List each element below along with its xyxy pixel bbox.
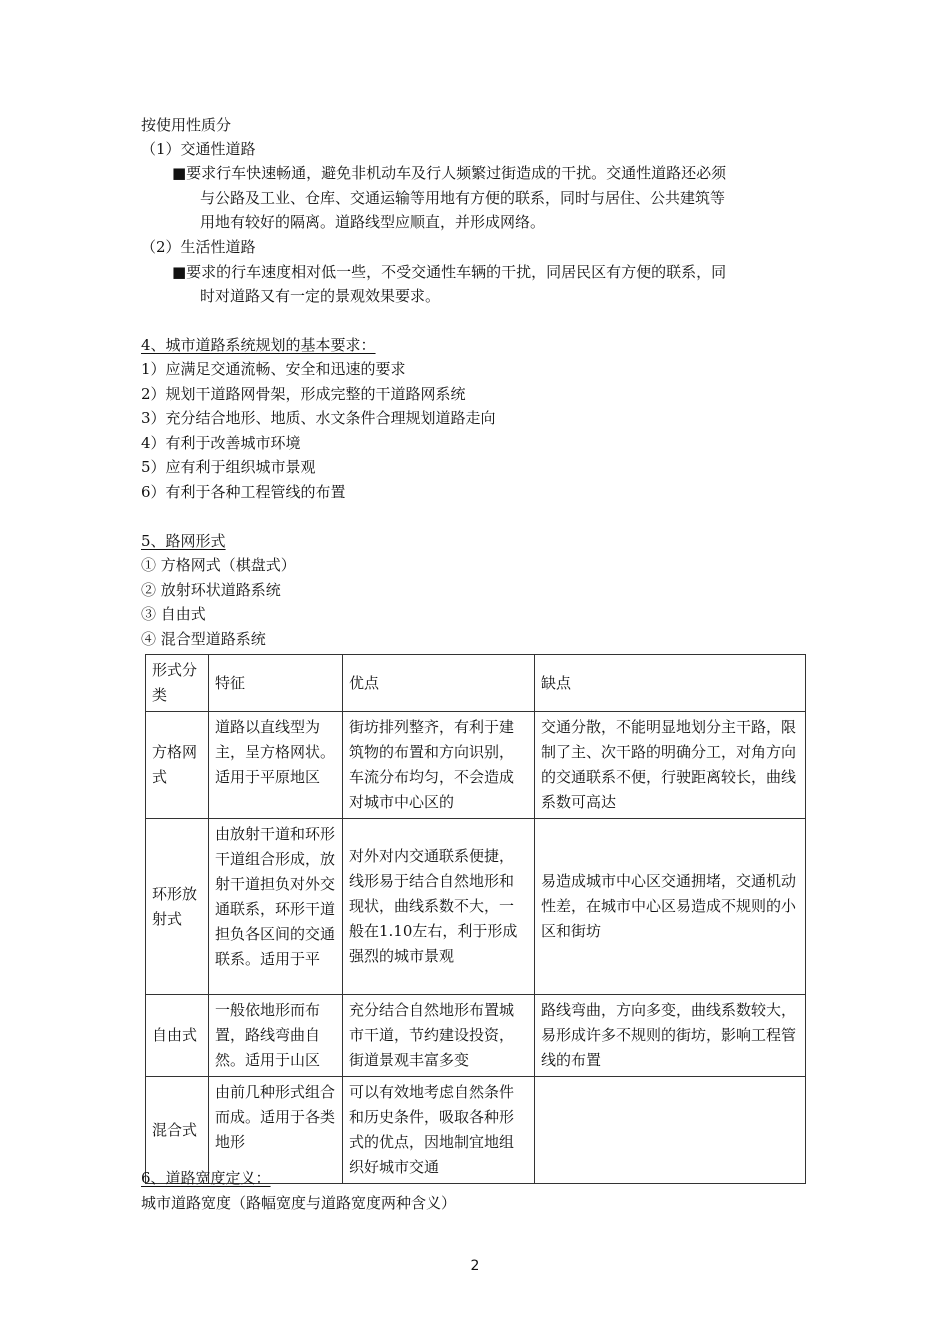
header-cell: 优点 <box>343 655 535 712</box>
pros-cell: 可以有效地考虑自然条件和历史条件，吸取各种形式的优点，因地制宜地组织好城市交通 <box>343 1077 535 1184</box>
list-item: 6）有利于各种工程管线的布置 <box>141 483 346 501</box>
list-item: 2）规划干道路网骨架，形成完整的干道路网系统 <box>141 385 466 403</box>
cons-cell: 路线弯曲，方向多变，曲线系数较大，易形成许多不规则的街坊，影响工程管线的布置 <box>535 995 806 1077</box>
bullet-text: ■要求行车快速畅通，避免非机动车及行人频繁过街造成的干扰。交通性道路还必须 <box>172 164 727 182</box>
road-network-table <box>145 654 806 1184</box>
list-item: 5）应有利于组织城市景观 <box>141 458 316 476</box>
type-cell: 混合式 <box>146 1077 209 1184</box>
feature-cell: 由前几种形式组合而成。适用于各类地形 <box>209 1077 343 1184</box>
list-item: 4）有利于改善城市环境 <box>141 434 301 452</box>
feature-cell: 一般依地形而布置，路线弯曲自然。适用于山区 <box>209 995 343 1077</box>
feature-cell: 由放射干道和环形干道组合形成，放射干道担负对外交通联系，环形干道担负各区间的交通联系。适用于平 <box>209 819 343 995</box>
bullet-text: 用地有较好的隔离。道路线型应顺直，并形成网络。 <box>200 213 546 231</box>
paragraph: 城市道路宽度（路幅宽度与道路宽度两种含义） <box>141 1194 457 1212</box>
table-header-row <box>146 655 806 712</box>
list-item: 3）充分结合地形、地质、水文条件合理规划道路走向 <box>141 409 496 427</box>
pros-cell: 充分结合自然地形布置城市干道，节约建设投资，街道景观丰富多变 <box>343 995 535 1077</box>
cons-cell: 易造成城市中心区交通拥堵，交通机动性差，在城市中心区易造成不规则的小区和街坊 <box>535 819 806 995</box>
list-item: ④ 混合型道路系统 <box>141 630 266 648</box>
list-item: ③ 自由式 <box>141 605 206 623</box>
table-row <box>146 712 806 819</box>
page-number: 2 <box>470 1258 480 1274</box>
list-item: 1）应满足交通流畅、安全和迅速的要求 <box>141 360 406 378</box>
list-item: ② 放射环状道路系统 <box>141 581 281 599</box>
bullet-text: 时对道路又有一定的景观效果要求。 <box>200 287 441 305</box>
header-cell: 缺点 <box>535 655 806 712</box>
item-label: （1）交通性道路 <box>141 140 256 158</box>
header-cell: 形式分类 <box>146 655 209 712</box>
section-heading: 6、道路宽度定义： <box>141 1169 271 1187</box>
item-label: （2）生活性道路 <box>141 238 256 256</box>
type-cell: 自由式 <box>146 995 209 1077</box>
bullet-text: ■要求的行车速度相对低一些，不受交通性车辆的干扰，同居民区有方便的联系，同 <box>172 263 727 281</box>
table-row <box>146 995 806 1077</box>
cons-cell: 交通分散，不能明显地划分主干路，限制了主、次干路的明确分工，对角方向的交通联系不便，行驶距离较长，曲线系数可高达 <box>535 712 806 819</box>
feature-cell: 道路以直线型为主，呈方格网状。适用于平原地区 <box>209 712 343 819</box>
section-heading: 5、路网形式 <box>141 532 226 550</box>
section-title: 按使用性质分 <box>141 116 232 134</box>
cons-cell <box>535 1077 806 1184</box>
pros-cell: 对外对内交通联系便捷，线形易于结合自然地形和现状，曲线系数不大，一般在1.10左右，利于形成强烈的城市景观 <box>343 819 535 995</box>
section-heading: 4、城市道路系统规划的基本要求： <box>141 336 376 354</box>
type-cell: 环形放射式 <box>146 819 209 995</box>
header-cell: 特征 <box>209 655 343 712</box>
bullet-text: 与公路及工业、仓库、交通运输等用地有方便的联系，同时与居住、公共建筑等 <box>200 189 726 207</box>
pros-cell: 街坊排列整齐，有利于建筑物的布置和方向识别，车流分布均匀，不会造成对城市中心区的 <box>343 712 535 819</box>
table-row <box>146 819 806 995</box>
type-cell: 方格网式 <box>146 712 209 819</box>
list-item: ① 方格网式（棋盘式） <box>141 556 296 574</box>
